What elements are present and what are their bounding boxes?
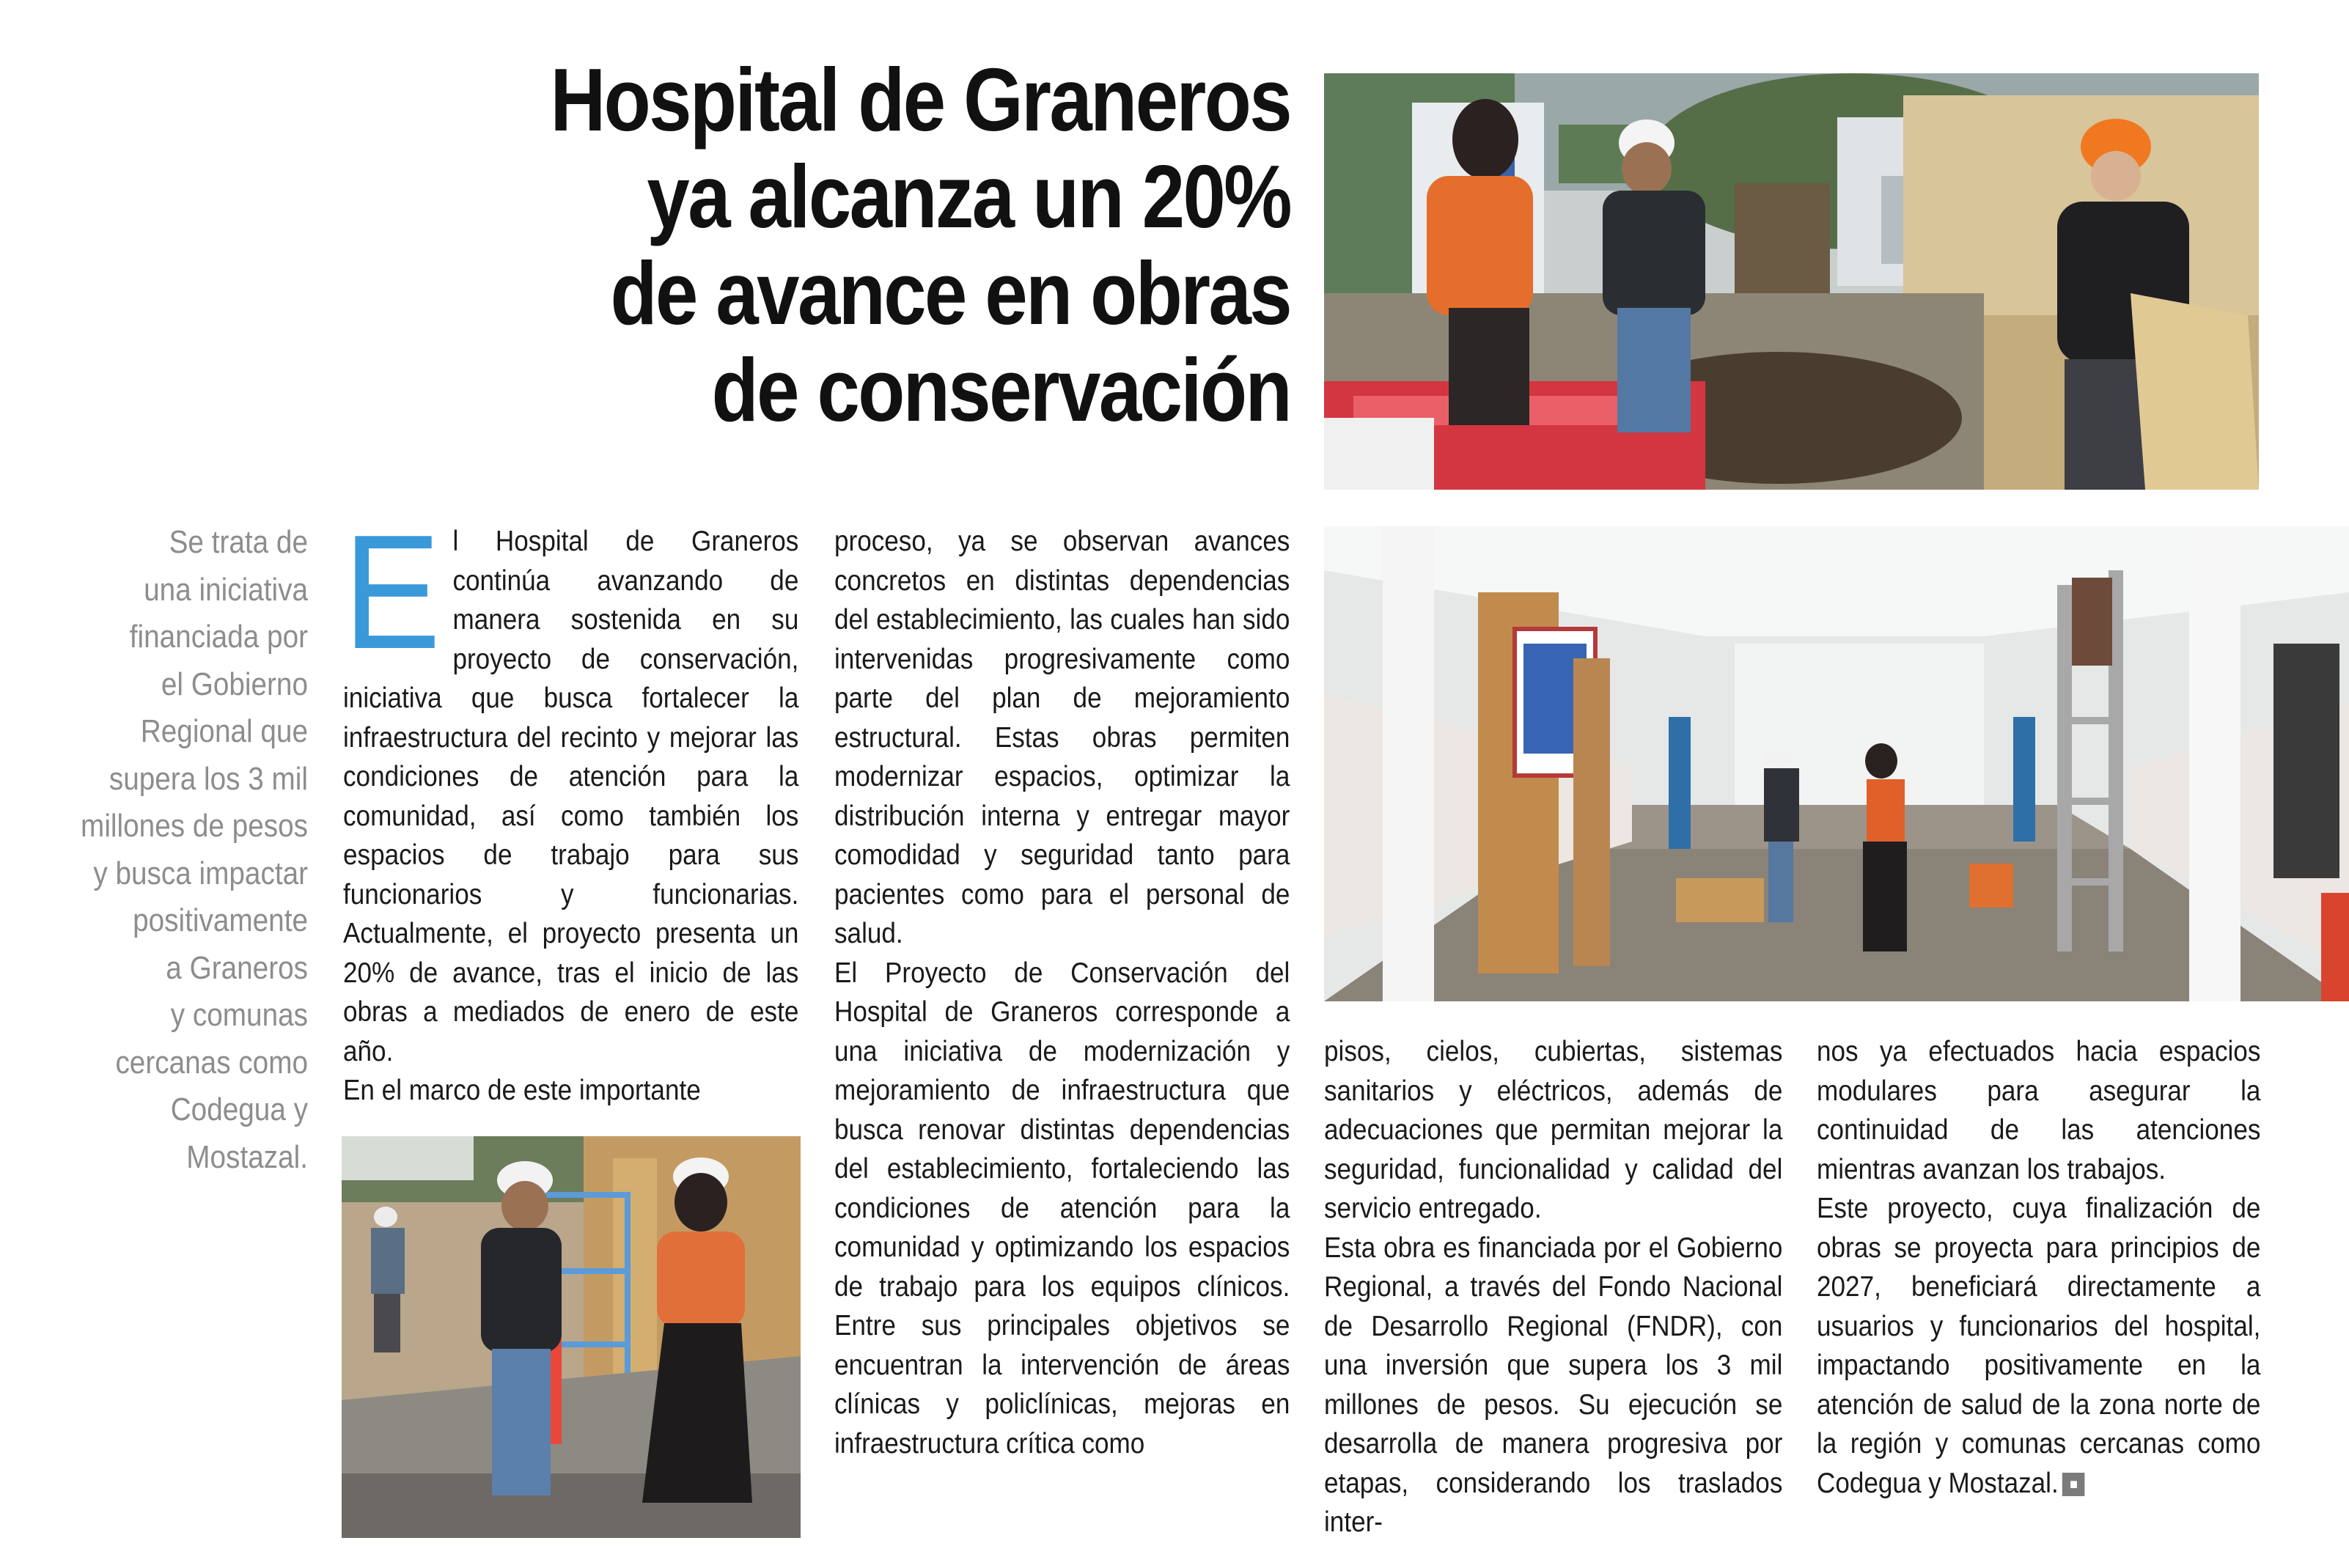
headline-line: Hospital de Graneros bbox=[550, 50, 1290, 150]
pull-quote-line: financiada por bbox=[129, 619, 308, 655]
pull-quote-line: el Gobierno bbox=[161, 666, 308, 702]
headline-line: de conservación bbox=[711, 340, 1290, 440]
drop-cap: E bbox=[343, 501, 441, 683]
pull-quote-line: Codegua y bbox=[170, 1092, 308, 1127]
headline-line: de avance en obras bbox=[610, 243, 1290, 343]
article-headline bbox=[483, 51, 1290, 438]
pull-quote-line: supera los 3 mil bbox=[109, 760, 309, 797]
photo-site-visit bbox=[342, 1136, 801, 1538]
pull-quote-line: Mostazal. bbox=[186, 1138, 308, 1175]
headline-line: ya alcanza un 20% bbox=[647, 147, 1290, 246]
body-paragraph: pisos, cielos, cubiertas, sistemas sanitarios y eléctricos, además de adecuaciones que permitan mejorar la seguridad, funcionalidad y calidad del servicio entregado. bbox=[1324, 1036, 1783, 1224]
article-column-4 bbox=[1817, 1032, 2261, 1503]
pull-quote-line: positivamente bbox=[133, 902, 308, 938]
pull-quote bbox=[63, 519, 308, 1181]
pull-quote-line: millones de pesos bbox=[81, 808, 309, 844]
body-paragraph: nos ya efectuados hacia espacios modulares para asegurar la continuidad de las atenciones mientras avanzan los trabajos. bbox=[1817, 1036, 2261, 1185]
article-column-3 bbox=[1324, 1032, 1783, 1542]
pull-quote-line: a Graneros bbox=[166, 949, 308, 986]
body-paragraph bbox=[1817, 1189, 2260, 1503]
photo-site-visit-image bbox=[342, 1136, 801, 1538]
body-paragraph: En el marco de este importante bbox=[343, 1075, 701, 1106]
pull-quote-line: Regional que bbox=[140, 713, 308, 749]
photo-interior-renovation bbox=[1324, 526, 2349, 1001]
pull-quote-line: y comunas bbox=[170, 997, 308, 1033]
photo-interior-renovation-image bbox=[1324, 526, 2349, 1001]
pull-quote-line: Se trata de bbox=[169, 524, 308, 560]
body-paragraph-text: Este proyecto, cuya finalización de obras se proyecta para principios de 2027, beneficiará directamente a usuarios y funcionarios del hospital, impactando positivamente en la atención de salud de la zona norte de la región y comunas cercanas como Codegua y Mostazal. bbox=[1817, 1193, 2261, 1499]
article-column-1 bbox=[343, 501, 799, 1111]
pull-quote-line: y busca impactar bbox=[93, 855, 309, 891]
pull-quote-line: cercanas como bbox=[115, 1044, 308, 1081]
photo-outdoor-workers bbox=[1324, 73, 2259, 490]
body-paragraph: proceso, ya se observan avances concretos en distintas dependencias del establecimiento, las cuales han sido intervenidas progresivamente como parte del plan de mejoramiento estructural. Estas obras permiten modernizar espacios, optimizar la distribución interna y entregar mayor comodidad y seguridad tanto para pacientes como para el personal de salud. bbox=[834, 526, 1290, 949]
photo-outdoor-workers-image bbox=[1324, 73, 2259, 490]
body-paragraph: Esta obra es financiada por el Gobierno Regional, a través del Fondo Nacional de Desarrollo Regional (FNDR), con una inversión que supera los 3 mil millones de pesos. Su ejecución se desarrolla de manera progresiva por etapas, considerando los traslados inter- bbox=[1324, 1232, 1783, 1538]
body-paragraph: El Proyecto de Conservación del Hospital de Graneros corresponde a una iniciativa de modernización y mejoramiento de infraestructura que busca renovar distintas dependencias del establecimiento, fortaleciendo las condiciones de atención para la comunidad y optimizando los espacios de trabajo para los equipos clínicos. Entre sus principales objetivos se encuentran la intervención de áreas clínicas y policlínicas, mejoras en infraestructura crítica como bbox=[834, 957, 1290, 1460]
article-column-2 bbox=[834, 522, 1290, 1463]
body-paragraph: l Hospital de Graneros continúa avanzando de manera sostenida en su proyecto de conservación, iniciativa que busca fortalecer la infraestructura del recinto y mejorar las condiciones de atención para la comunidad, así como también los espacios de trabajo para sus funcionarios y funcionarias. Actualmente, el proyecto presenta un 20% de avance, tras el inicio de las obras a mediados de enero de este año. bbox=[343, 526, 799, 1067]
pull-quote-line: una iniciativa bbox=[144, 571, 308, 608]
article-end-mark-icon: ■ bbox=[2062, 1473, 2085, 1496]
